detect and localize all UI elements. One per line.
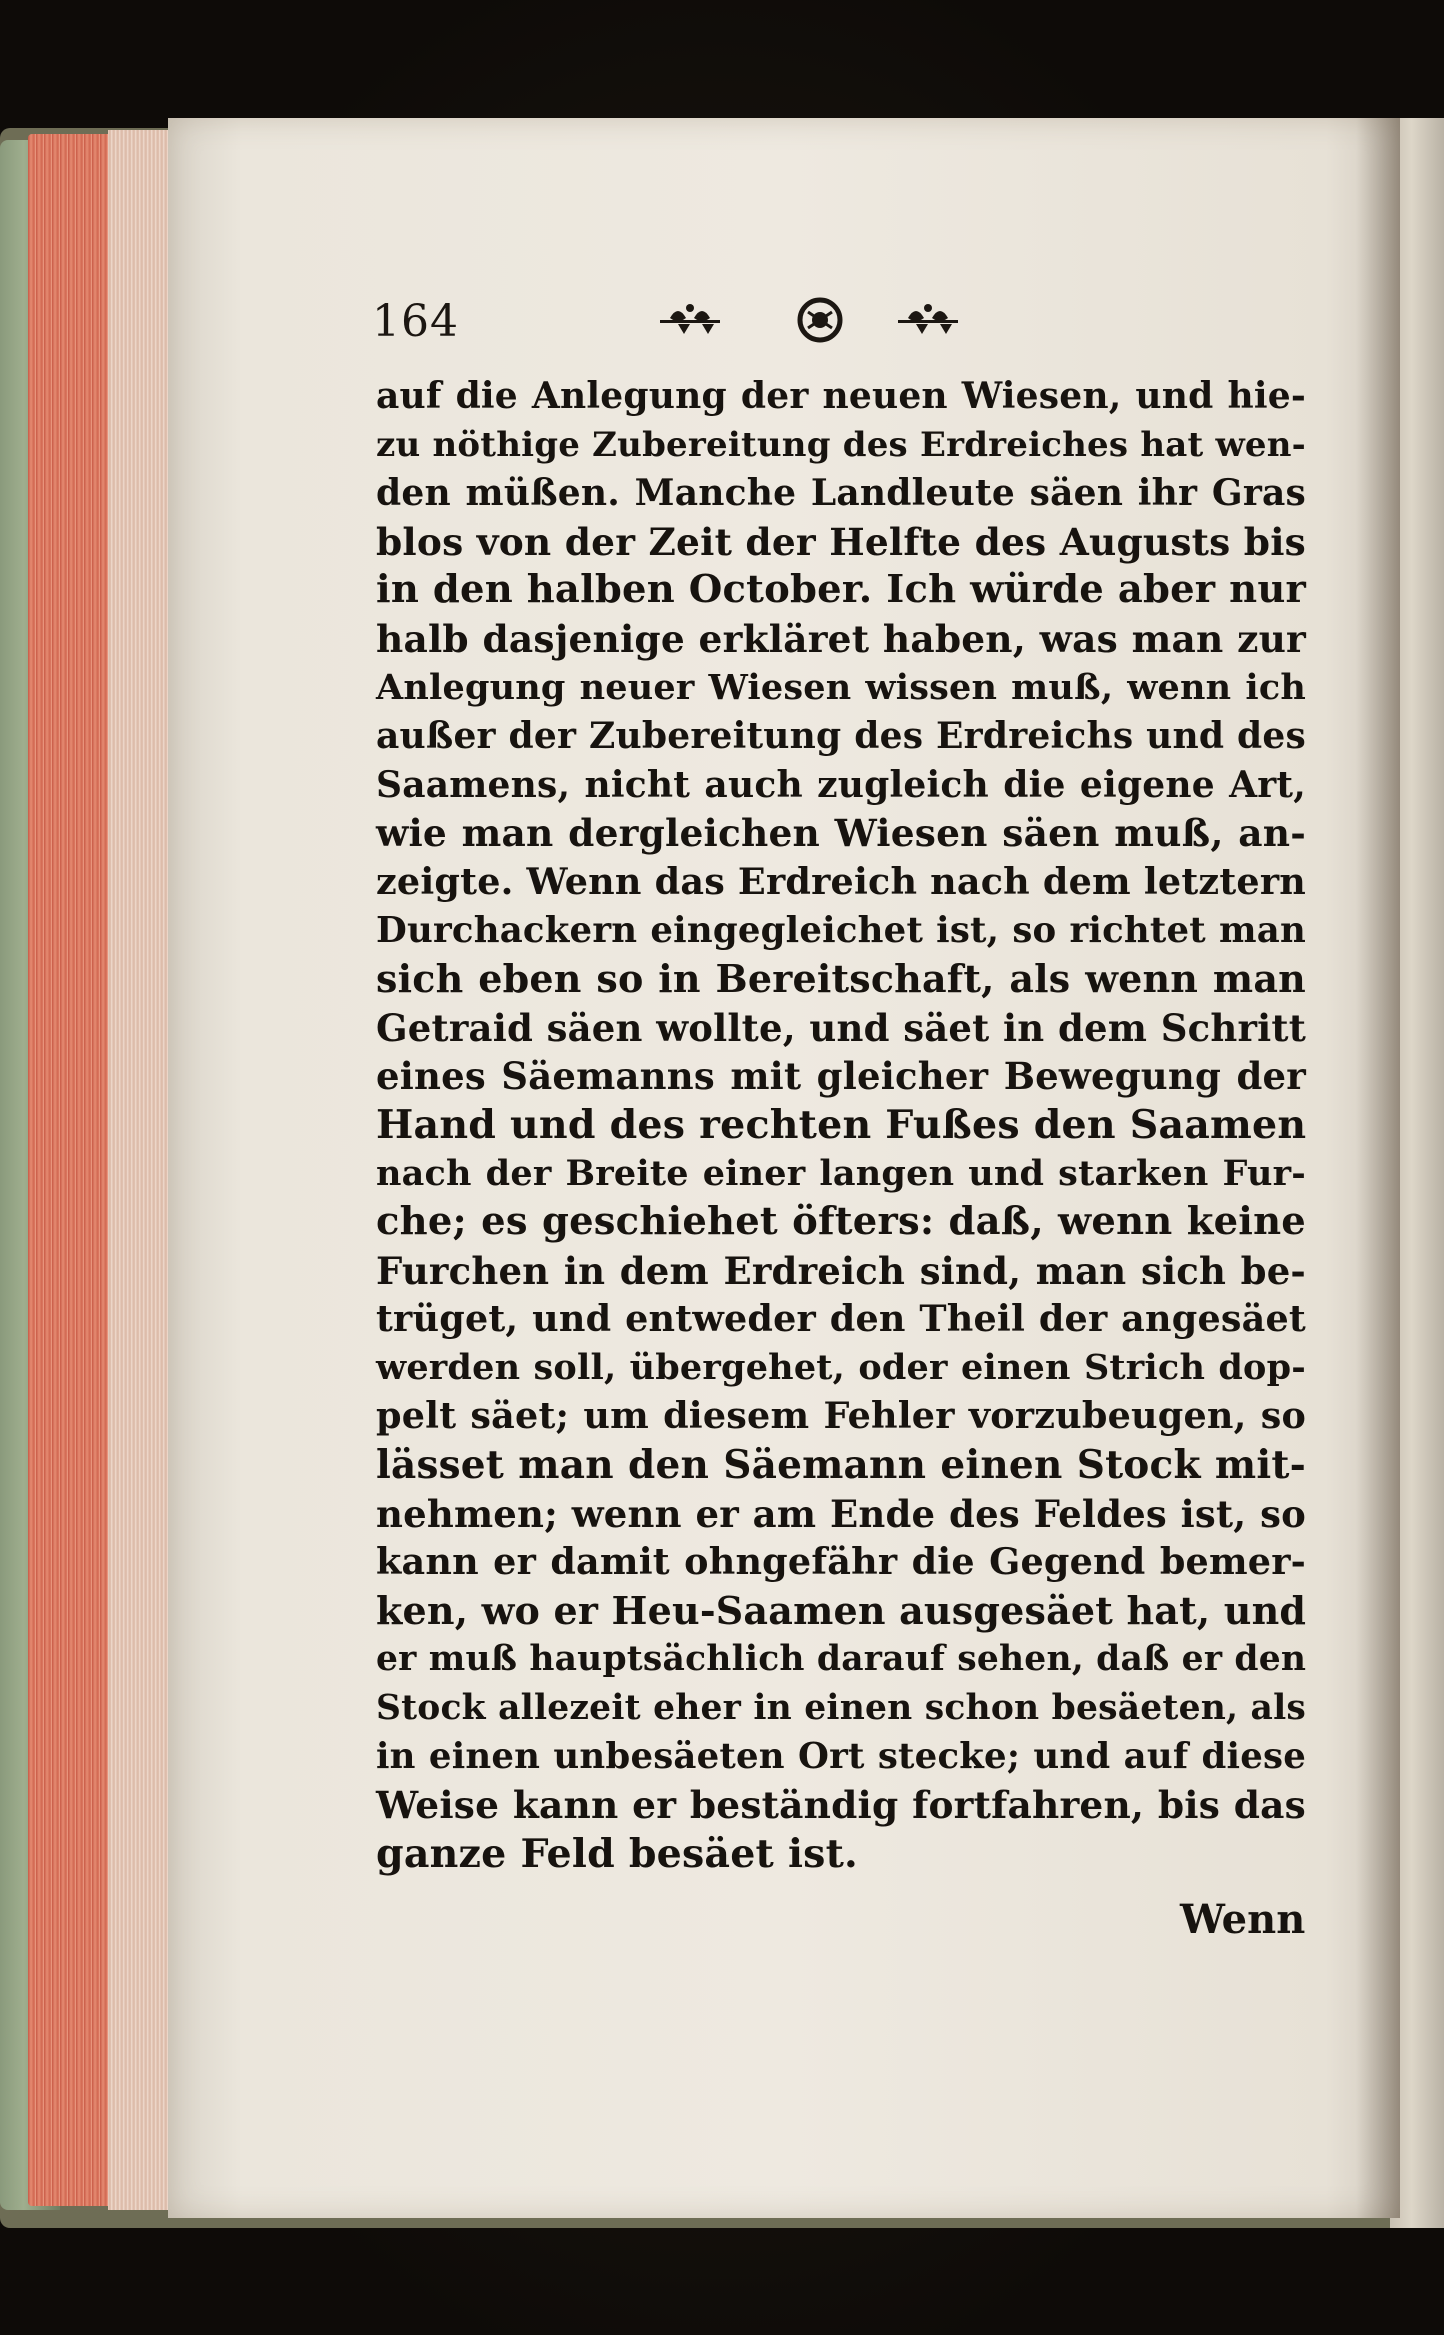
text-line: auf die Anlegung der neuen Wiesen, und hie- <box>376 375 1306 417</box>
body-text <box>376 372 1306 1878</box>
text-line: zeigte. Wenn das Erdreich nach dem letztern <box>376 859 1306 903</box>
text-line: nehmen; wenn er am Ende des Feldes ist, so <box>376 1491 1306 1536</box>
page-gutter <box>1356 118 1400 2218</box>
text-line: ken, wo er Heu-Saamen ausgesäet hat, und <box>376 1587 1307 1633</box>
text-line: lässet man den Säemann einen Stock mit- <box>376 1442 1306 1489</box>
text-line: Furchen in dem Erdreich sind, man sich be- <box>376 1248 1306 1293</box>
text-line: Getraid säen wollte, und säet in dem Schritt <box>376 1005 1306 1050</box>
text-line: pelt säet; um diesem Fehler vorzubeugen, so <box>376 1394 1306 1438</box>
text-line: kann er damit ohngefähr die Gegend bemer- <box>376 1540 1306 1584</box>
text-line: er muß hauptsächlich darauf sehen, daß er den <box>376 1639 1307 1680</box>
catchword: Wenn <box>1180 1896 1306 1943</box>
text-line: wie man dergleichen Wiesen säen muß, an- <box>376 811 1306 856</box>
text-line: Saamens, nicht auch zugleich die eigene Art, <box>376 763 1306 806</box>
center-medallion-icon <box>800 300 840 340</box>
left-fleuron-icon <box>660 304 720 334</box>
text-line: Weise kann er beständig fortfahren, bis das <box>376 1783 1306 1828</box>
right-fleuron-icon <box>898 304 958 334</box>
text-line: Durchackern eingegleichet ist, so richtet man <box>376 909 1306 951</box>
text-line: ganze Feld besäet ist. <box>376 1830 858 1877</box>
text-line: nach der Breite einer langen und starken Fur- <box>376 1152 1306 1194</box>
page-edges-inner <box>108 130 174 2210</box>
text-line: Hand und des rechten Fußes den Saamen <box>376 1101 1307 1148</box>
text-line: den müßen. Manche Landleute säen ihr Gras <box>376 472 1306 515</box>
fleuron-ornament-icon <box>650 290 1000 350</box>
text-line: Anlegung neuer Wiesen wissen muß, wenn ich <box>376 666 1306 708</box>
text-line: trüget, und entweder den Theil der angesäet <box>376 1297 1306 1341</box>
text-line: außer der Zubereitung des Erdreichs und des <box>376 715 1306 758</box>
text-line: che; es geschiehet öfters: daß, wenn keine <box>376 1199 1306 1245</box>
text-line: in einen unbesäeten Ort stecke; und auf diese <box>376 1735 1306 1777</box>
text-line: sich eben so in Bereitschaft, als wenn man <box>376 956 1306 1002</box>
text-line: Stock allezeit eher in einen schon besäeten, als <box>376 1688 1306 1729</box>
text-line: halb dasjenige erkläret haben, was man zur <box>376 616 1306 661</box>
text-line: eines Säemanns mit gleicher Bewegung der <box>376 1054 1306 1099</box>
page-number: 164 <box>372 296 459 347</box>
text-line: werden soll, übergehet, oder einen Strich dop- <box>376 1346 1306 1388</box>
text-line: zu nöthige Zubereitung des Erdreiches hat wen- <box>376 424 1306 465</box>
text-line: blos von der Zeit der Helfte des Augusts bis <box>376 519 1306 564</box>
text-line: in den halben October. Ich würde aber nur <box>376 567 1306 613</box>
